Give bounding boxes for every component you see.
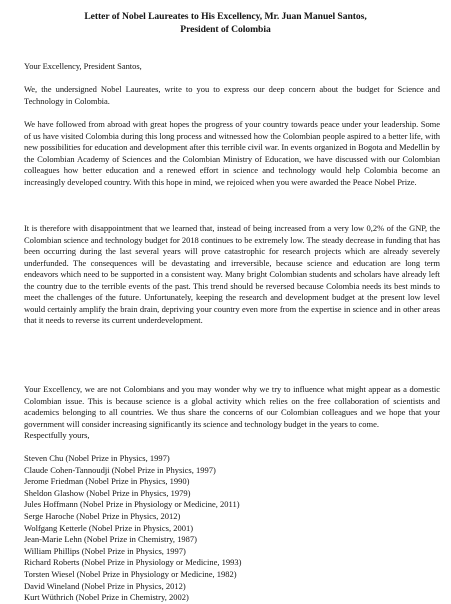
signatory: David Wineland (Nobel Prize in Physics, 2012) [24,580,186,591]
signatory-list [24,453,440,604]
signatory: Serge Haroche (Nobel Prize in Physics, 2012) [24,510,181,521]
signatory: Claude Cohen-Tannoudji (Nobel Prize in Physics, 1997) [24,464,216,475]
signatory: Jean-Marie Lehn (Nobel Prize in Chemistry, 1987) [24,534,197,545]
closing: Respectfully yours, [24,430,90,440]
signatory: Kurt Wüthrich (Nobel Prize in Chemistry, 2002) [24,592,189,603]
signatory: Torsten Wiesel (Nobel Prize in Physiology or Medicine, 1982) [24,568,237,579]
signatory: Richard Roberts (Nobel Prize in Physiology or Medicine, 1993) [24,557,242,568]
signatory: Wolfgang Ketterle (Nobel Prize in Physics, 2001) [24,522,194,533]
paragraph-peace-process: We have followed from abroad with great hopes the progress of your country towards peace under your leadership. Some of us have visited Colombia during this long process and witnessed how the Colombian people aspired to a better life, with new possibilities for education and development after this terrible civil war. In events organized in Bogota and Medellin by the Colombian Academy of Sciences and the Colombian Ministry of Education, we have discussed with our Colombian colleagues how better education and a renewed effort in science and technology would help Colombia become an increasingly developed country. With this hope in mind, we rejoiced when you were awarded the Peace Nobel Prize. [24,119,440,187]
signatory: Jules Hoffmann (Nobel Prize in Physiology or Medicine, 2011) [24,499,240,510]
letter-title-line-2: President of Colombia [180,24,271,35]
signatory: Sheldon Glashow (Nobel Prize in Physics, 1979) [24,487,191,498]
salutation: Your Excellency, President Santos, [24,61,142,71]
paragraph-global-science: Your Excellency, we are not Colombians and you may wonder why we try to influence what might appear as a domestic Colombian issue. This is because science is a global activity which relies on the free collaboration of scientists and academics belonging to all countries. We thus share the concerns of our Colombian colleagues and we hope that your government will consider increasing significantly its science and technology budget in the years to come. [24,384,440,429]
letter-title-line-1: Letter of Nobel Laureates to His Excellency, Mr. Juan Manuel Santos, [84,11,367,22]
signatory: Jerome Friedman (Nobel Prize in Physics, 1990) [24,476,190,487]
signatory: William Phillips (Nobel Prize in Physics, 1997) [24,545,186,556]
paragraph-budget-concern: It is therefore with disappointment that we learned that, instead of being increased from a very low 0,2% of the GNP, the Colombian science and technology budget for 2018 continues to be extremely low. The steady decrease in funding that has been occurring during the last several years will prove catastrophic for research projects which are already severely underfunded. The consequences will be devastating and irreversible, because science and education are long term endeavors which need to be supported in a consistent way. Many bright Colombian students and scholars have already left the country due to the terrible events of the past. This trend should be reversed because Colombia needs its best minds to meet the challenges of the future. Unfortunately, keeping the research and development budget at the present low level would certainly amplify the brain drain, depriving your country even more from the expertise in science and in other areas that it needs to reverse its current underdevelopment. [24,223,440,325]
paragraph-purpose: We, the undersigned Nobel Laureates, write to you to express our deep concern about the budget for Science and Technology in Colombia. [24,84,440,106]
signatory: Steven Chu (Nobel Prize in Physics, 1997) [24,453,170,463]
